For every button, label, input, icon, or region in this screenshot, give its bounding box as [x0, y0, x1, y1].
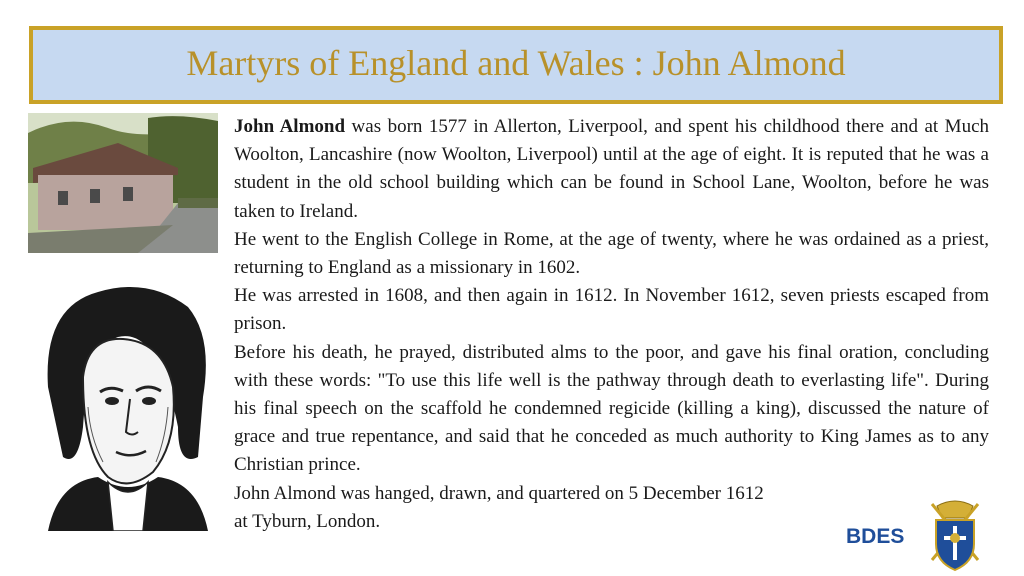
- paragraph-death: Before his death, he prayed, distributed alms to the poor, and gave his final oration, concluding with these words: "To use this life well is the pathway through death to everlasting life". During his final speech on the scaffold he condemned regicide (killing a king), discussed the nature of grace and true repentance, and said that he conceded as much authority to King James as to any Christian prince.: [234, 341, 989, 476]
- title-banner: [29, 26, 1003, 104]
- paragraph-execution: John Almond was hanged, drawn, and quartered on 5 December 1612: [234, 482, 764, 504]
- paragraph-birth: [234, 113, 989, 226]
- paragraph-location: at Tyburn, London.: [234, 510, 381, 532]
- paragraph-arrest: He was arrested in 1608, and then again in 1612. In November 1612, seven priests escaped from prison.: [234, 285, 989, 335]
- diocese-crest-icon: [922, 500, 988, 572]
- paragraph-rome: He went to the English College in Rome, at the age of twenty, where he was ordained as a priest, returning to England as a missionary in 1602.: [234, 228, 989, 279]
- paragraph-birth-text: was born 1577 in Allerton, Liverpool, and spent his childhood there and at Much Woolton, Lancashire (now Woolton, Liverpool) until at the age of eight. It is reputed that he was a student in the old school building which can be found in School Lane, Woolton, before he was taken to Ireland.: [234, 116, 989, 222]
- school-building-photo: [28, 113, 218, 253]
- biography-text: [234, 113, 989, 536]
- bdes-label: BDES: [846, 525, 905, 548]
- subject-name: John Almond: [234, 116, 346, 137]
- page-title: Martyrs of England and Wales : John Almond: [186, 43, 846, 83]
- john-almond-portrait: [28, 267, 218, 531]
